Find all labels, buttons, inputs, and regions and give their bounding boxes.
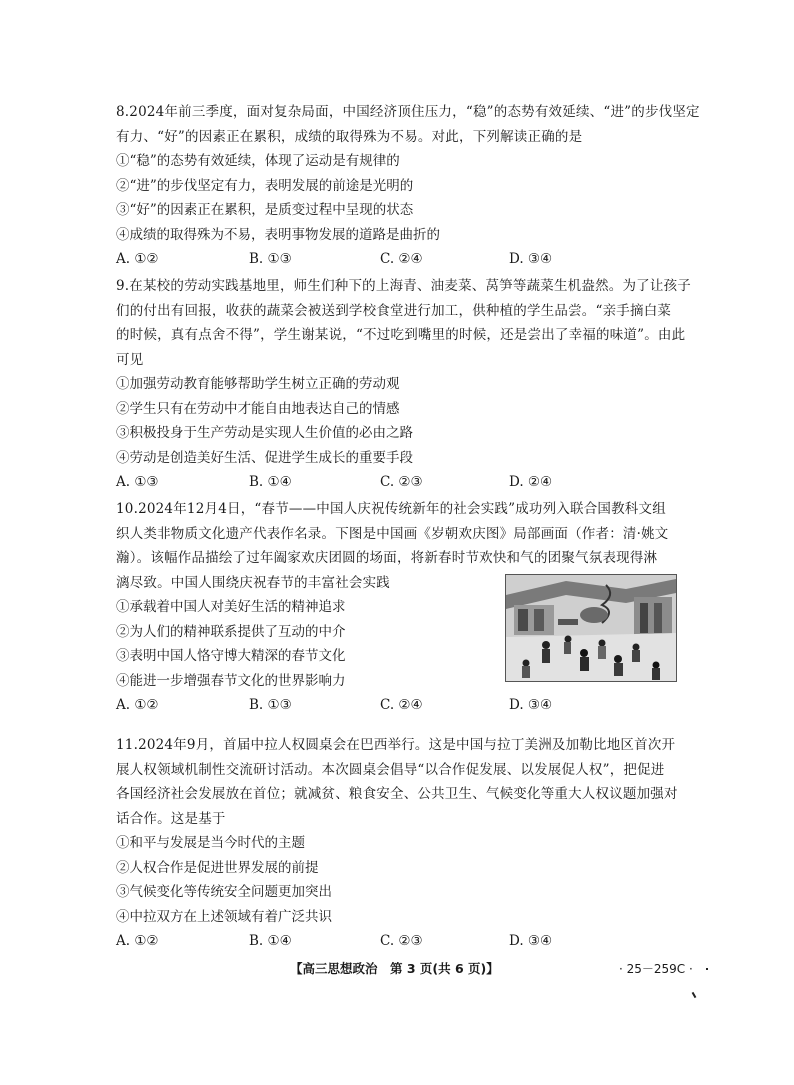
- stem-line: 10.2024年12月4日，“春节——中国人庆祝传统新年的社会实践”成功列入联合国教科文组: [116, 501, 666, 517]
- statement-2: ②“进”的步伐坚定有力，表明发展的前途是光明的: [116, 177, 414, 194]
- statement-2: ②人权合作是促进世界发展的前提: [116, 859, 319, 876]
- stem-line: 展人权领域机制性交流研讨活动。本次圆桌会倡导“以合作促发展、以发展促人权”，把促进: [116, 761, 665, 778]
- stem-line: 8.2024年前三季度，面对复杂局面，中国经济顶住压力，“稳”的态势有效延续、“进”的步伐坚定: [116, 104, 700, 120]
- choice-a: A. ①③: [116, 474, 159, 490]
- footer-page-info: 【高三思想政治 第 3 页(共 6 页)】: [290, 961, 499, 976]
- scan-speck: [692, 992, 697, 998]
- stem-line: 9.在某校的劳动实践基地里，师生们种下的上海青、油麦菜、莴笋等蔬菜生机盎然。为了让孩子: [116, 278, 691, 294]
- question-11: [116, 733, 676, 954]
- statement-4: ④成绩的取得殊为不易，表明事物发展的道路是曲折的: [116, 226, 440, 243]
- statement-1: ①“稳”的态势有效延续，体现了运动是有规律的: [116, 153, 400, 169]
- question-stem: [116, 274, 691, 372]
- statement-2: ②学生只有在劳动中才能自由地表达自己的情感: [116, 400, 400, 417]
- choice-a: A. ①②: [116, 933, 159, 949]
- stem-line: 可见: [116, 351, 144, 368]
- page-footer: [0, 959, 794, 979]
- choice-d: D. ③④: [509, 251, 553, 267]
- choice-a: A. ①②: [116, 697, 159, 713]
- answer-choices: [116, 470, 676, 495]
- choice-b: B. ①④: [249, 474, 292, 490]
- footer-paper-code: · 25－259C ·: [619, 962, 693, 976]
- statement-4: ④劳动是创造美好生活、促进学生成长的重要手段: [116, 449, 413, 466]
- choice-c: C. ②④: [380, 251, 423, 267]
- statement-3: ③表明中国人恪守博大精深的春节文化: [116, 648, 346, 664]
- statement-1: ①承载着中国人对美好生活的精神追求: [116, 599, 346, 615]
- statement-1: ①和平与发展是当今时代的主题: [116, 835, 305, 851]
- choice-a: A. ①②: [116, 251, 159, 267]
- question-stem: [116, 733, 676, 831]
- stem-line: 话合作。这是基于: [116, 810, 226, 827]
- stem-line: 瀚）。该幅作品描绘了过年阖家欢庆团圆的场面，将新春时节欢快和气的团聚气氛表现得淋: [116, 550, 658, 566]
- statement-3: ③积极投身于生产劳动是实现人生价值的必由之路: [116, 425, 413, 441]
- stem-line: 的时候，真有点舍不得”，学生谢某说，“不过吃到嘴里的时候，还是尝出了幸福的味道”。由此: [116, 327, 686, 343]
- stem-line: 有力、“好”的因素正在累积，成绩的取得殊为不易。对此，下列解读正确的是: [116, 128, 583, 145]
- stem-line: 织人类非物质文化遗产代表作名录。下图是中国画《岁朝欢庆图》局部画面（作者：清·姚文: [116, 525, 669, 542]
- answer-choices: [116, 929, 676, 954]
- choice-d: D. ③④: [509, 933, 553, 949]
- stem-line: 漓尽致。中国人围绕庆祝春节的丰富社会实践: [116, 574, 390, 591]
- question-stem: [116, 100, 700, 149]
- statement-4: ④中拉双方在上述领域有着广泛共识: [116, 908, 332, 925]
- choice-c: C. ②③: [380, 474, 423, 490]
- stem-line: 们的付出有回报，收获的蔬菜会被送到学校食堂进行加工，供种植的学生品尝。“亲手摘白菜: [116, 302, 672, 319]
- question-9: [116, 274, 691, 495]
- stem-line: 各国经济社会发展放在首位；就减贫、粮食安全、公共卫生、气候变化等重大人权议题加强对: [116, 786, 678, 802]
- stem-line: 11.2024年9月，首届中拉人权圆桌会在巴西举行。这是中国与拉丁美洲及加勒比地区首次开: [116, 737, 676, 753]
- answer-choices: [116, 247, 676, 272]
- scan-speck: [706, 968, 708, 970]
- new-year-painting-image: [505, 574, 677, 682]
- choice-d: D. ③④: [509, 697, 553, 713]
- statement-1: ①加强劳动教育能够帮助学生树立正确的劳动观: [116, 376, 400, 392]
- painting-illustration: [506, 575, 676, 681]
- statement-3: ③“好”的因素正在累积，是质变过程中呈现的状态: [116, 202, 414, 218]
- choice-b: B. ①③: [249, 251, 292, 267]
- question-8: [116, 100, 700, 272]
- choice-c: C. ②③: [380, 933, 423, 949]
- statement-3: ③气候变化等传统安全问题更加突出: [116, 884, 332, 900]
- statement-4: ④能进一步增强春节文化的世界影响力: [116, 672, 346, 689]
- choice-c: C. ②④: [380, 697, 423, 713]
- choice-d: D. ②④: [509, 474, 553, 490]
- answer-choices: [116, 693, 676, 718]
- statement-2: ②为人们的精神联系提供了互动的中介: [116, 623, 346, 640]
- choice-b: B. ①④: [249, 933, 292, 949]
- choice-b: B. ①③: [249, 697, 292, 713]
